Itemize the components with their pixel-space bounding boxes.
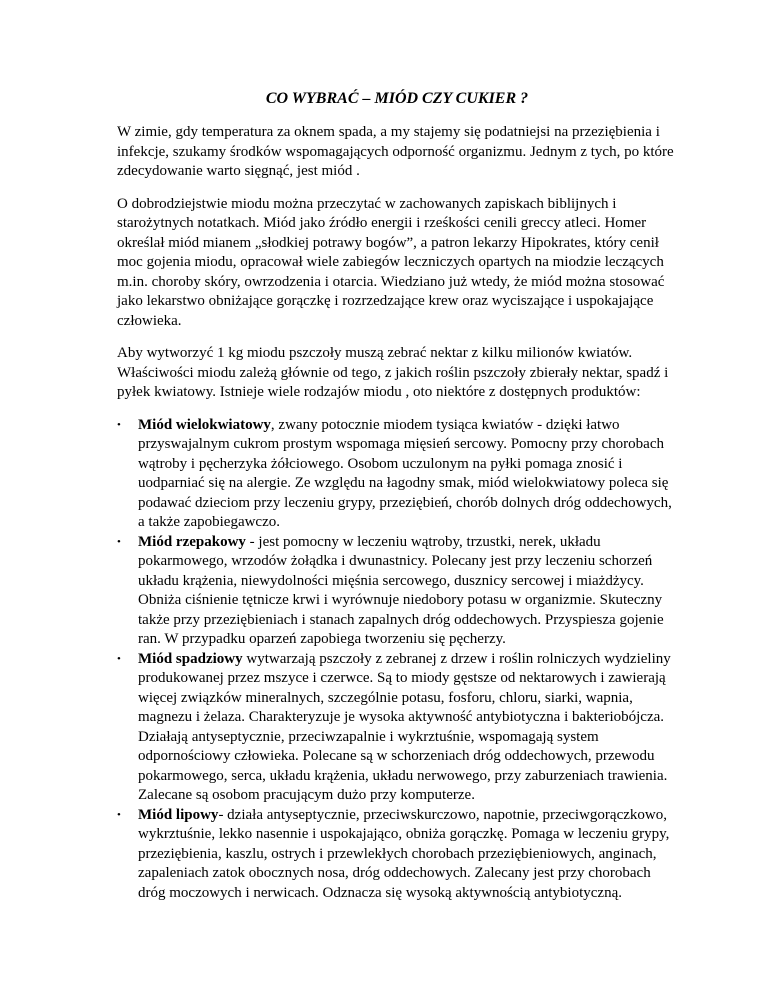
list-item-name: Miód rzepakowy [138, 533, 246, 550]
list-item-lipowy [117, 806, 677, 904]
list-item-text: wytwarzają pszczoły z zebranej z drzew i roślin rolniczych wydzieliny produkowanej przez mszyce i czerwce. Są to miody gęstsze od nektarowych i zawierają więcej związków mineralnych, szczególnie potasu, fosforu, chloru, siarki, wapnia, magnezu i żelaza. Charakteryzuje je wysoka aktywność antybiotyczna i bakteriobójcza. Działają antyseptycznie, przeciwzapalnie i wykrztuśnie, wspomagają system odpornościowy człowieka. Polecane są w schorzeniach dróg oddechowych, przewodu pokarmowego, serca, układu krążenia, układu nerwowego, przy zaburzeniach trawienia. Zalecane są osobom pracującym dużo przy komputerze. [138, 650, 671, 803]
bullet-icon: • [117, 535, 121, 548]
list-item-text: - działa antyseptycznie, przeciwskurczowo, napotnie, przeciwgorączkowo, wykrztuśnie, lekko nasennie i uspokajająco, obniża gorączkę. Pomaga w leczeniu grypy, przeziębienia, kaszlu, ostrych i przewlekłych chorobach przeziębieniowych, anginach, zapaleniach zatok obocznych nosa, dróg oddechowych. Zalecany jest przy chorobach dróg moczowych i nerwicach. Odznacza się wysoką aktywnością antybiotyczną. [138, 806, 670, 901]
list-item-name: Miód wielokwiatowy [138, 416, 271, 433]
paragraph-intro: W zimie, gdy temperatura za oknem spada, a my stajemy się podatniejsi na przeziębienia i infekcje, szukamy środków wspomagających odporność organizmu. Jednym z tych, po które zdecydowanie warto sięgnąć, jest miód . [117, 124, 674, 179]
document-page [117, 0, 677, 903]
bullet-icon: • [117, 418, 121, 431]
bullet-icon: • [117, 652, 121, 665]
honey-types-list [117, 416, 677, 904]
bullet-icon: • [117, 808, 121, 821]
list-item-name: Miód lipowy [138, 806, 219, 823]
list-item-spadziowy [117, 650, 677, 806]
list-item-name: Miód spadziowy [138, 650, 243, 667]
list-item-rzepakowy [117, 533, 677, 650]
list-item-text: , zwany potocznie miodem tysiąca kwiatów - dzięki łatwo przyswajalnym cukrom prostym wspomaga mięsień sercowy. Pomocny przy chorobach wątroby i pęcherzyka żółciowego. Osobom uczulonym na pyłki pomaga znosić i uodparniać się na alergie. Ze względu na łagodny smak, miód wielokwiatowy poleca się podawać dzieciom przy leczeniu grypy, przeziębień, chorób dolnych dróg oddechowych, a także zapobiegawczo. [138, 416, 672, 530]
paragraph-history: O dobrodziejstwie miodu można przeczytać w zachowanych zapiskach biblijnych i starożytnych notatkach. Miód jako źródło energii i rześkości cenili greccy atleci. Homer określał miód mianem „słodkiej potrawy bogów”, a patron lekarzy Hipokrates, który cenił moc gojenia miodu, opracował wiele zabiegów leczniczych opartych na miodzie leczących m.in. choroby skóry, owrzodzenia i otarcia. Wiedziano już wtedy, że miód można stosować jako lekarstwo obniżające gorączkę i rozrzedzające krew oraz wyciszające i uspokajające człowieka. [117, 195, 665, 329]
document-title: CO WYBRAĆ – MIÓD CZY CUKIER ? [265, 90, 529, 107]
paragraph-types: Aby wytworzyć 1 kg miodu pszczoły muszą zebrać nektar z kilku milionów kwiatów. Właściwości miodu zależą głównie od tego, z jakich roślin pszczoły zbierały nektar, spadź i pyłek kwiatowy. Istnieje wiele rodzajów miodu , oto niektóre z dostępnych produktów: [117, 345, 669, 400]
list-item-text: - jest pomocny w leczeniu wątroby, trzustki, nerek, układu pokarmowego, wrzodów żołądka i dwunastnicy. Polecany jest przy leczeniu schorzeń układu krążenia, niewydolności mięśnia sercowego, dusznicy sercowej i miażdżycy. Obniża ciśnienie tętnicze krwi i wyrównuje niedobory potasu w organizmie. Skuteczny także przy przeziębieniach i stanach zapalnych dróg oddechowych. Przyspiesza gojenie ran. W przypadku oparzeń zapobiega tworzeniu się pęcherzy. [138, 533, 664, 647]
list-item-wielokwiatowy [117, 416, 677, 533]
